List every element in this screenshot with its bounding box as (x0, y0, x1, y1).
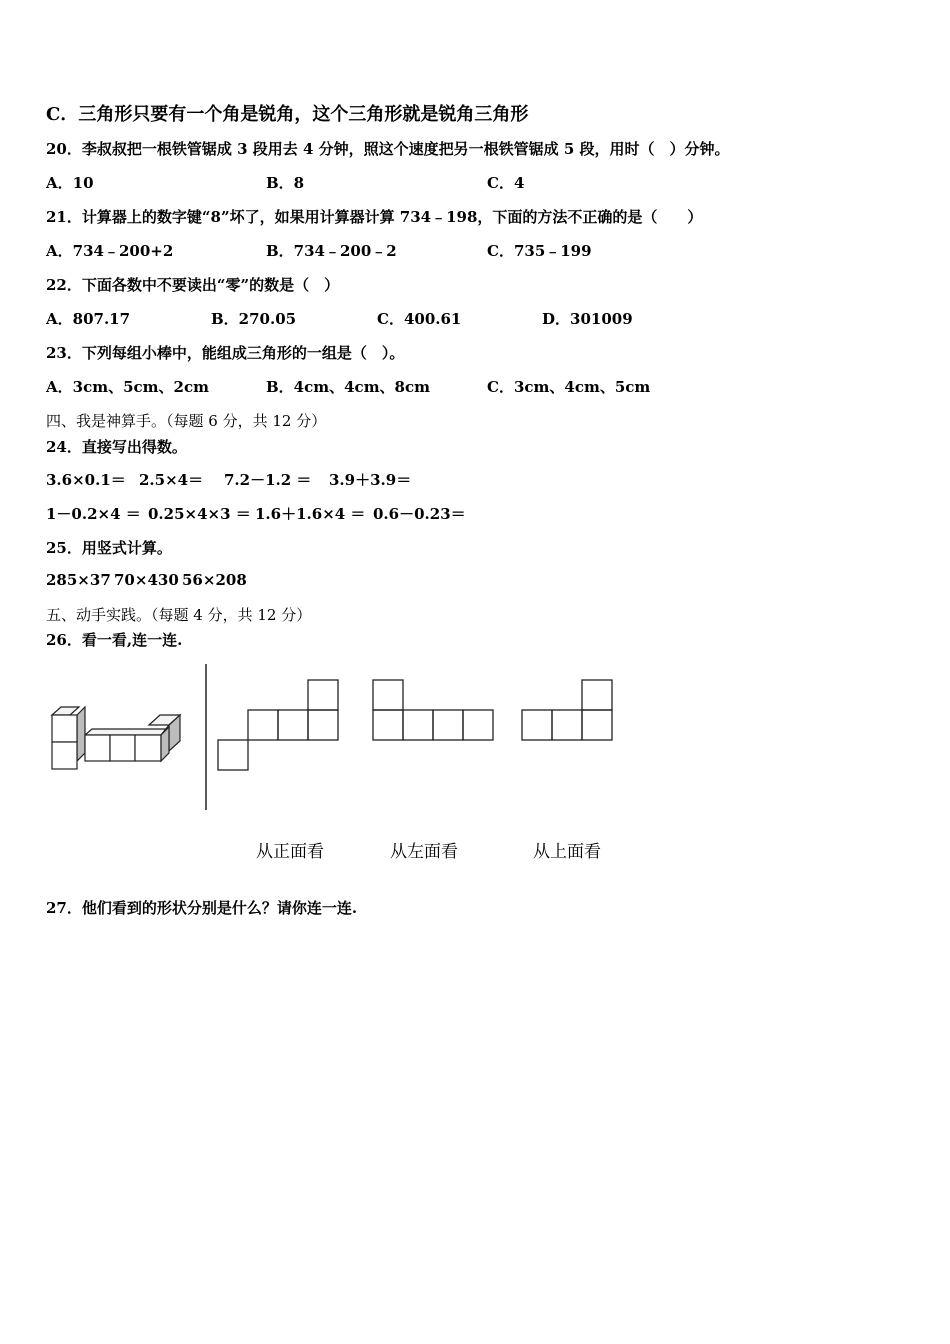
q25-item: 56×208 (182, 571, 247, 589)
q20-option-b: B．8 (266, 174, 305, 192)
q23-option-a: A．3cm、5cm、2cm (46, 378, 209, 396)
section-5-title: 五、动手实践。（每题 4 分，共 12 分） (46, 606, 312, 624)
left-view-shape (371, 678, 497, 742)
q24-expr: 0.6－0.23＝ (373, 505, 466, 523)
q26-stem: 26．看一看,连一连. (46, 631, 183, 649)
q22-stem: 22．下面各数中不要读出“零”的数是（ ） (46, 276, 340, 294)
q24-expr: 3.9＋3.9＝ (329, 471, 412, 489)
q24-stem: 24．直接写出得数。 (46, 438, 187, 456)
cube-stack-figure (44, 705, 189, 780)
q22-option-a: A．807.17 (46, 310, 131, 328)
q20-option-a: A．10 (46, 174, 94, 192)
caption-left-view: 从左面看 (390, 842, 458, 862)
q23-option-c: C．3cm、4cm、5cm (487, 378, 651, 396)
q23-stem: 23．下列每组小棒中，能组成三角形的一组是（ ）。 (46, 344, 405, 362)
q21-option-c: C．735﹣199 (487, 242, 592, 260)
vertical-divider (204, 664, 208, 810)
q21-option-a: A．734﹣200+2 (46, 242, 174, 260)
q21-stem: 21．计算器上的数字键“8”坏了，如果用计算器计算 734﹣198，下面的方法不正确的是（ ） (46, 208, 703, 226)
q20-stem: 20．李叔叔把一根铁管锯成 3 段用去 4 分钟，照这个速度把另一根铁管锯成 5 段，用时（ ）分钟。 (46, 140, 730, 158)
q25-item: 70×430 (114, 571, 179, 589)
q23-option-b: B．4cm、4cm、8cm (266, 378, 431, 396)
q20-option-c: C．4 (487, 174, 525, 192)
q24-expr: 1－0.2×4 ＝ (46, 505, 141, 523)
q22-option-b: B．270.05 (211, 310, 297, 328)
q25-item: 285×37 (46, 571, 111, 589)
caption-front-view: 从正面看 (256, 842, 324, 862)
q27-stem: 27．他们看到的形状分别是什么？请你连一连. (46, 899, 358, 917)
q24-expr: 3.6×0.1＝ (46, 471, 126, 489)
q24-expr: 0.25×4×3 ＝ (148, 505, 251, 523)
caption-top-view: 从上面看 (533, 842, 601, 862)
q19-option-c: C．三角形只要有一个角是锐角，这个三角形就是锐角三角形 (46, 104, 529, 125)
q22-option-c: C．400.61 (377, 310, 462, 328)
q25-stem: 25．用竖式计算。 (46, 539, 172, 557)
section-4-title: 四、我是神算手。（每题 6 分，共 12 分） (46, 412, 327, 430)
q24-expr: 1.6＋1.6×4 ＝ (255, 505, 366, 523)
top-view-shape (520, 678, 616, 742)
q24-expr: 7.2－1.2 ＝ (224, 471, 312, 489)
q22-option-d: D．301009 (542, 310, 633, 328)
q21-option-b: B．734﹣200﹣2 (266, 242, 397, 260)
q24-expr: 2.5×4＝ (139, 471, 204, 489)
front-view-shape (217, 678, 341, 772)
